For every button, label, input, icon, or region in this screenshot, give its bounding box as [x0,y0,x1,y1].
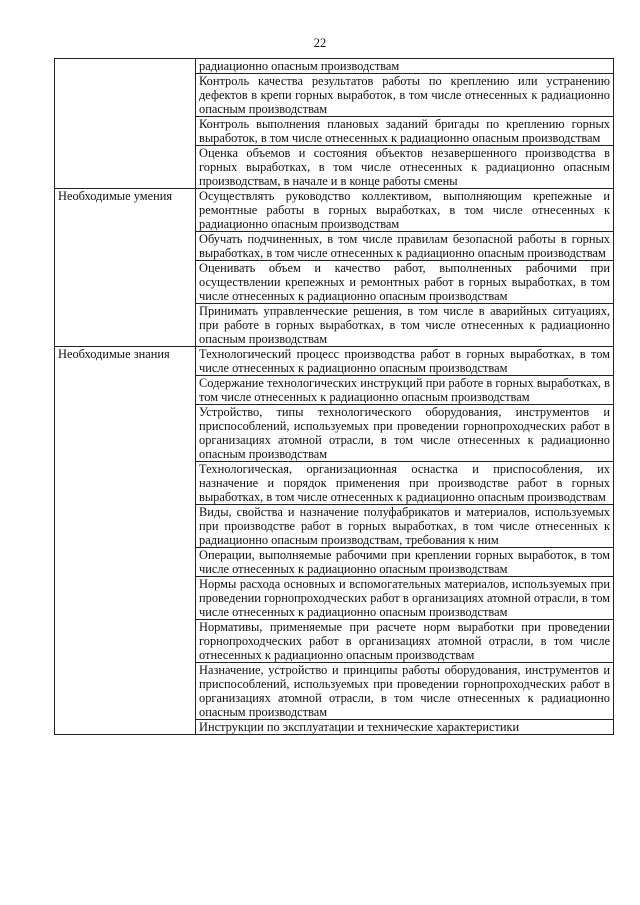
table-cell: Осуществлять руководство коллективом, выполняющим крепежные и ремонтные работы в горных выработках, в том числе отнесенных к радиационно опасным производствам [196,189,614,232]
table-cell: Технологический процесс производства работ в горных выработках, в том числе отнесенных к радиационно опасным производствам [196,347,614,376]
qualification-table [54,58,614,735]
page-number: 22 [313,36,327,50]
table-cell: Контроль качества результатов работы по креплению или устранению дефектов в крепи горных выработок, в том числе отнесенных к радиационно опасным производствам [196,74,614,117]
table-cell: Содержание технологических инструкций при работе в горных выработках, в том числе отнесенных к радиационно опасным производствам [196,376,614,405]
table-cell: Назначение, устройство и принципы работы оборудования, инструментов и приспособлений, используемых при проведении горнопроходческих работ в организациях атомной отрасли, в том числе отнесенных к радиационно опасным производствам [196,663,614,720]
skills-label: Необходимые умения [55,189,196,347]
table-cell: радиационно опасным производствам [196,59,614,74]
knowledge-label: Необходимые знания [55,347,196,735]
table-cell: Обучать подчиненных, в том числе правилам безопасной работы в горных выработках, в том числе отнесенных к радиационно опасным производствам [196,232,614,261]
table-row [55,189,614,232]
empty-label-cell [55,59,196,189]
table-cell: Виды, свойства и назначение полуфабрикатов и материалов, используемых при производстве работ в горных выработках, в том числе отнесенных к радиационно опасным производствам, требования к ним [196,505,614,548]
table-row [55,59,614,74]
table-cell: Контроль выполнения плановых заданий бригады по креплению горных выработок, в том числе отнесенных к радиационно опасным производствам [196,117,614,146]
table-cell: Принимать управленческие решения, в том числе в аварийных ситуациях, при работе в горных выработках, в том числе отнесенных к радиационно опасным производствам [196,304,614,347]
table-cell: Нормативы, применяемые при расчете норм выработки при проведении горнопроходческих работ в организациях атомной отрасли, в том числе отнесенных к радиационно опасным производствам [196,620,614,663]
table-cell: Оценивать объем и качество работ, выполненных рабочими при осуществлении крепежных и ремонтных работ в горных выработках, в том числе отнесенных к радиационно опасным производствам [196,261,614,304]
table-cell: Нормы расхода основных и вспомогательных материалов, используемых при проведении горнопроходческих работ в организациях атомной отрасли, в том числе отнесенных к радиационно опасным производствам [196,577,614,620]
table-cell: Операции, выполняемые рабочими при креплении горных выработок, в том числе отнесенных к радиационно опасным производствам [196,548,614,577]
table-cell: Устройство, типы технологического оборудования, инструментов и приспособлений, используемых при проведении горнопроходческих работ в организациях атомной отрасли, в том числе отнесенных к радиационно опасным производствам [196,405,614,462]
table-cell: Технологическая, организационная оснастка и приспособления, их назначение и порядок применения при производстве работ в горных выработках, в том числе отнесенных к радиационно опасным производствам [196,462,614,505]
table-cell: Инструкции по эксплуатации и технические характеристики [196,720,614,735]
table-row [55,347,614,376]
table-cell: Оценка объемов и состояния объектов незавершенного производства в горных выработках, в том числе отнесенных к радиационно опасным производствам, в начале и в конце работы смены [196,146,614,189]
